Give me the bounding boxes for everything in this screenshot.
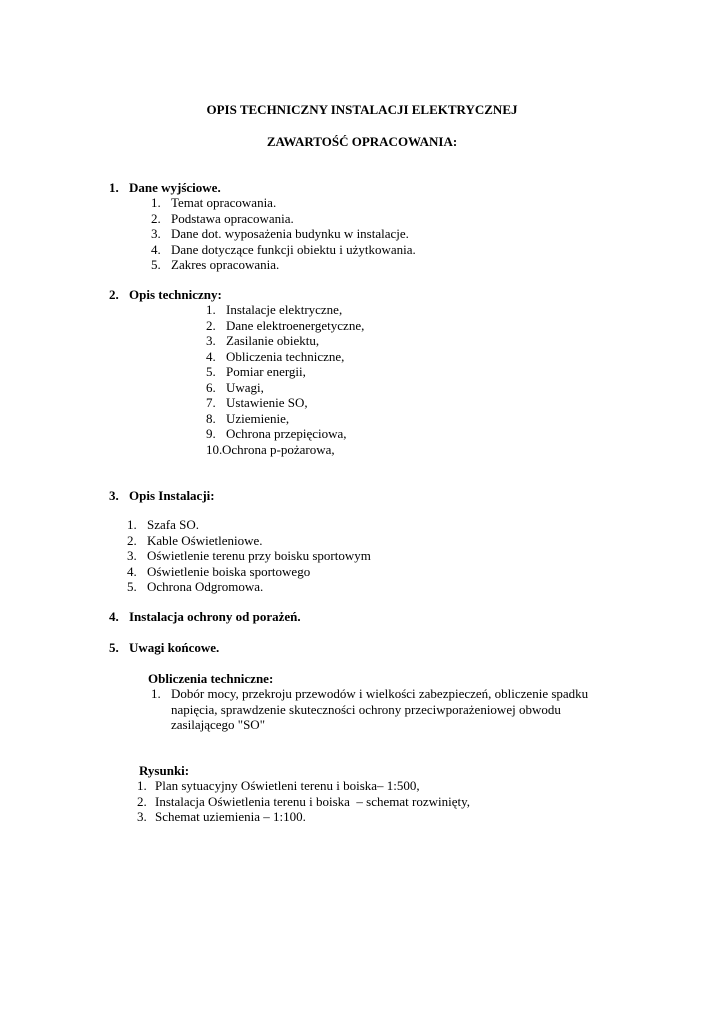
item-text: Ochrona p-pożarowa, [222, 441, 335, 457]
list-item [127, 533, 371, 549]
item-number: 3. [137, 809, 147, 824]
item-text: Ochrona przepięciowa, [226, 426, 347, 441]
item-number: 2. [127, 532, 137, 548]
section-title: Uwagi końcowe. [129, 640, 220, 655]
item-text: Podstawa opracowania. [171, 210, 294, 226]
section-4-heading [109, 609, 301, 625]
item-number: 2. [206, 317, 216, 333]
list-item [151, 195, 416, 211]
list-item [151, 242, 416, 258]
item-text: Dane elektroenergetyczne, [226, 317, 365, 333]
item-text: Szafa SO. [147, 517, 199, 532]
item-text: Dobór mocy, przekroju przewodów i wielkości zabezpieczeń, obliczenie spadku [171, 686, 589, 701]
section-number: 4. [109, 609, 119, 624]
item-text: napięcia, sprawdzenie skuteczności ochrony przeciwporażeniowej obwodu [171, 701, 561, 717]
item-number: 4. [206, 348, 216, 364]
section-title: Opis techniczny: [129, 287, 222, 302]
section-1-heading [109, 180, 221, 196]
list-item [151, 686, 588, 702]
list-item [137, 809, 470, 825]
item-number: 1. [151, 686, 161, 701]
list-item [206, 442, 364, 458]
item-text: Uziemienie, [226, 410, 290, 426]
item-number: 10. [206, 441, 223, 457]
section-number: 1. [109, 180, 119, 195]
item-text: Kable Oświetleniowe. [147, 532, 263, 548]
item-number: 1. [127, 517, 137, 532]
item-text: Ochrona Odgromowa. [147, 579, 264, 594]
item-text: Zakres opracowania. [171, 257, 280, 272]
item-number: 3. [206, 333, 216, 348]
item-text: Dane dot. wyposażenia budynku w instalacje. [171, 226, 409, 241]
calculations-list [151, 686, 588, 733]
list-item-continuation [151, 717, 588, 733]
list-item [127, 564, 371, 580]
section-number: 5. [109, 640, 119, 655]
section-number: 3. [109, 488, 119, 503]
list-item [206, 364, 364, 380]
list-item [206, 380, 364, 396]
section-title: Opis Instalacji: [129, 488, 215, 503]
list-item-continuation [151, 702, 588, 718]
item-text: Schemat uziemienia – 1:100. [155, 809, 306, 824]
document-subtitle: ZAWARTOŚĆ OPRACOWANIA: [266, 134, 458, 149]
item-number: 2. [151, 210, 161, 226]
item-text: Oświetlenie terenu przy boisku sportowym [147, 548, 371, 563]
item-number: 3. [151, 226, 161, 241]
section-2-list [206, 302, 364, 457]
list-item [206, 411, 364, 427]
list-item [137, 794, 470, 810]
item-number: 5. [206, 364, 216, 379]
section-title: Dane wyjściowe. [129, 180, 221, 195]
section-3-list [127, 517, 371, 595]
list-item [206, 318, 364, 334]
item-text: Plan sytuacyjny Oświetleni terenu i boiska– 1:500, [155, 778, 420, 793]
drawings-list [137, 778, 470, 825]
item-text: Oświetlenie boiska sportowego [147, 563, 311, 579]
item-number: 9. [206, 426, 216, 441]
section-5-heading [109, 640, 219, 656]
list-item [206, 395, 364, 411]
item-text: zasilającego "SO" [171, 717, 265, 732]
item-text: Obliczenia techniczne, [226, 348, 345, 364]
item-number: 6. [206, 379, 216, 395]
item-text: Dane dotyczące funkcji obiektu i użytkowania. [171, 241, 416, 257]
document-title: OPIS TECHNICZNY INSTALACJI ELEKTRYCZNEJ [206, 102, 518, 117]
section-3-heading [109, 488, 215, 504]
item-number: 8. [206, 410, 216, 426]
item-number: 2. [137, 793, 147, 809]
item-number: 5. [151, 257, 161, 272]
item-text: Zasilanie obiektu, [226, 333, 320, 348]
section-title: Instalacja ochrony od porażeń. [129, 609, 301, 624]
list-item [206, 349, 364, 365]
list-item [127, 579, 371, 595]
item-number: 1. [151, 195, 161, 210]
drawings-heading: Rysunki: [139, 763, 190, 778]
list-item [151, 257, 416, 273]
item-number: 7. [206, 395, 216, 410]
calculations-heading: Obliczenia techniczne: [148, 671, 274, 686]
list-item [206, 302, 364, 318]
item-number: 4. [151, 241, 161, 257]
item-number: 1. [137, 778, 147, 793]
section-2-heading [109, 287, 222, 303]
item-text: Instalacja Oświetlenia terenu i boiska – schemat rozwinięty, [155, 793, 471, 809]
item-number: 1. [206, 302, 216, 317]
list-item [127, 548, 371, 564]
list-item [206, 426, 364, 442]
item-text: Instalacje elektryczne, [226, 302, 343, 317]
list-item [206, 333, 364, 349]
item-number: 5. [127, 579, 137, 594]
section-1-list [151, 195, 416, 273]
item-number: 4. [127, 563, 137, 579]
list-item [127, 517, 371, 533]
list-item [151, 211, 416, 227]
item-text: Temat opracowania. [171, 195, 277, 210]
item-number: 3. [127, 548, 137, 563]
item-text: Ustawienie SO, [226, 395, 308, 410]
item-text: Uwagi, [226, 379, 264, 395]
list-item [151, 226, 416, 242]
section-number: 2. [109, 287, 119, 302]
list-item [137, 778, 470, 794]
item-text: Pomiar energii, [226, 364, 306, 379]
